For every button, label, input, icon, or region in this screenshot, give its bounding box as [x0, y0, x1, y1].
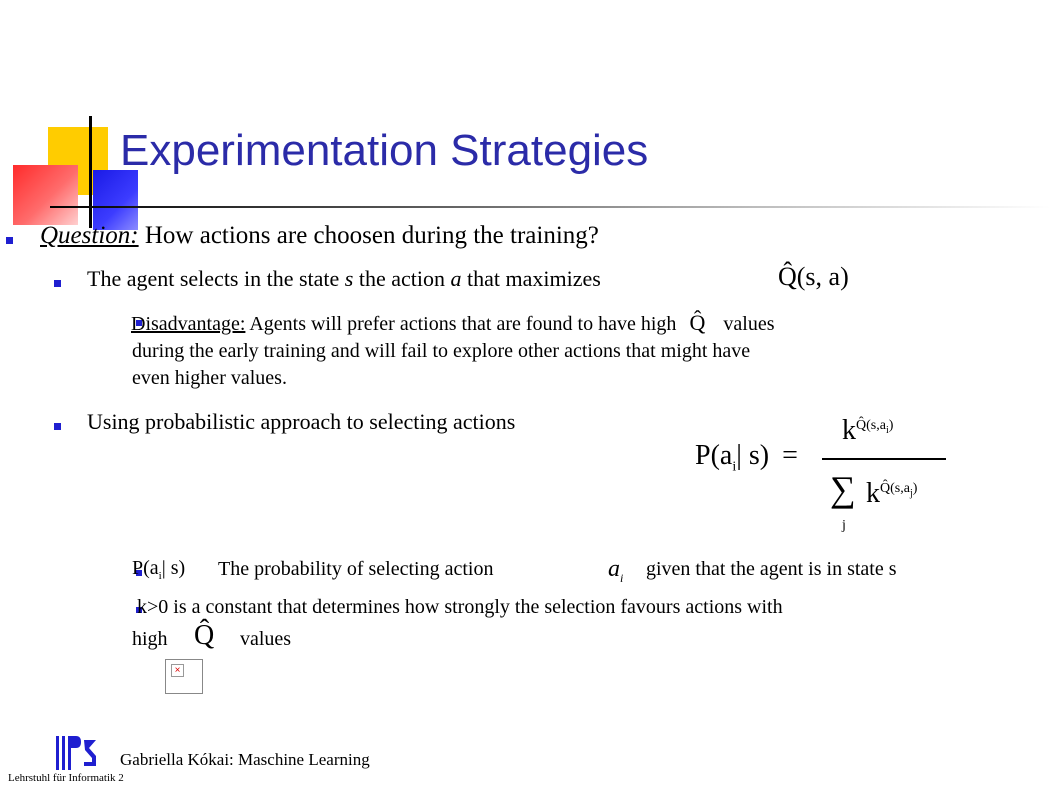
- probability-text-b: given that the agent is in state s: [646, 558, 897, 580]
- formula-numerator: [842, 415, 893, 447]
- broken-image-icon: ×: [171, 664, 184, 677]
- formula-denominator: [866, 478, 917, 510]
- math-bar-s: | s): [736, 440, 770, 471]
- k-constant-line-2a: high: [132, 628, 168, 650]
- disadvantage-line-3: even higher values.: [132, 367, 287, 389]
- math-exponent: Q̂(s,a: [856, 417, 886, 433]
- math-sub-i: i: [885, 424, 889, 436]
- k-constant-line-1: k>0 is a constant that determines how strongly the selection favours actions with: [137, 596, 783, 618]
- agent-selects-line: [87, 266, 601, 292]
- text-fragment: The agent selects in the state: [87, 266, 340, 291]
- math-P: P: [695, 440, 711, 471]
- probabilistic-line: Using probabilistic approach to selecting actions: [87, 409, 516, 434]
- var-a: a: [450, 266, 462, 291]
- formula-ai: [608, 556, 623, 586]
- text-fragment: the action: [358, 266, 445, 291]
- math-equals: =: [782, 440, 798, 471]
- bullet-icon: [54, 280, 61, 287]
- question-label: Question:: [40, 222, 139, 249]
- text-fragment: that maximizes: [467, 266, 601, 291]
- math-a: a: [608, 556, 620, 582]
- footer-chair: Lehrstuhl für Informatik 2: [8, 772, 124, 784]
- title-underline: [50, 206, 1050, 208]
- math-sub-i: i: [158, 570, 162, 582]
- fraction-bar: [822, 458, 946, 460]
- sum-index-j: j: [842, 518, 846, 533]
- math-k: k: [842, 415, 856, 446]
- math-paren-a: (a: [143, 557, 159, 579]
- math-exponent-close: ): [912, 480, 918, 496]
- question-line: [40, 222, 599, 250]
- question-text: How actions are choosen during the training?: [144, 222, 599, 249]
- decor-red-block: [13, 165, 78, 225]
- math-exponent-close: ): [888, 417, 894, 433]
- bullet-icon: [54, 423, 61, 430]
- formula-qhat: Q̂: [689, 310, 706, 335]
- text-fragment: values: [723, 313, 775, 335]
- formula-p-ai-s: [132, 557, 185, 582]
- math-sub-i: i: [732, 459, 737, 475]
- math-k: k: [866, 478, 880, 509]
- bullet-icon: [6, 237, 13, 244]
- math-bar-s: | s): [161, 557, 186, 579]
- probability-text-a: The probability of selecting action: [218, 558, 494, 580]
- sum-symbol: ∑: [830, 469, 856, 509]
- math-sub-i: i: [620, 570, 624, 585]
- chair-logo: [56, 736, 98, 770]
- footer-author: Gabriella Kókai: Maschine Learning: [120, 750, 370, 769]
- decor-vertical-line: [89, 116, 92, 228]
- slide-title: Experimentation Strategies: [120, 126, 649, 175]
- math-exponent: Q̂(s,a: [880, 480, 910, 496]
- disadvantage-label: Disadvantage:: [131, 313, 246, 335]
- broken-image-placeholder: [165, 659, 203, 694]
- math-P: P: [132, 557, 144, 579]
- disadvantage-paragraph: [132, 309, 1032, 392]
- k-constant-line-2b: values: [240, 628, 292, 650]
- disadvantage-line-2: during the early training and will fail to explore other actions that might have: [132, 340, 751, 362]
- decor-blue-block: [93, 170, 138, 230]
- text-fragment: Agents will prefer actions that are found to have high: [249, 313, 677, 335]
- formula-qhat: Q̂: [194, 620, 215, 651]
- formula-qhat-sa: Q̂(s, a): [778, 262, 849, 291]
- math-sub-j: j: [909, 487, 913, 499]
- var-s: s: [344, 266, 354, 291]
- math-paren-a: (a: [710, 440, 733, 471]
- formula-lhs: [695, 440, 798, 476]
